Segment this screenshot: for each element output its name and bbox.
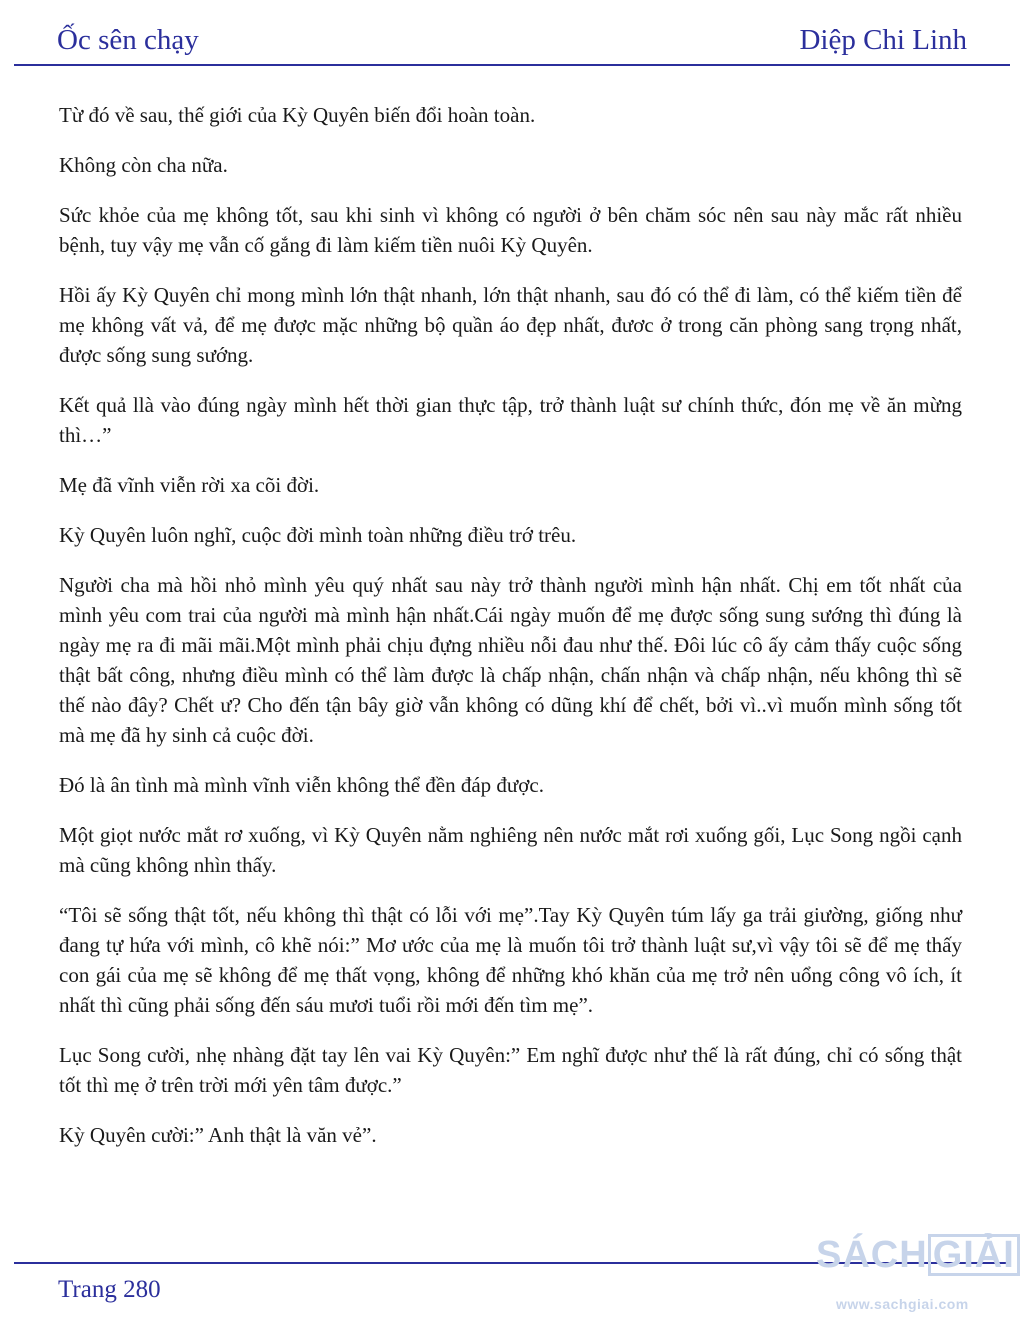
paragraph: Một giọt nước mắt rơ xuống, vì Kỳ Quyên nằm nghiêng nên nước mắt rơi xuống gối, Lục Song ngồi cạnh mà cũng không nhìn thấy. bbox=[59, 823, 962, 877]
paragraph: Hồi ấy Kỳ Quyên chỉ mong mình lớn thật nhanh, lớn thật nhanh, sau đó có thể đi làm, có thể kiếm tiền để mẹ không vất vả, để mẹ được mặc những bộ quần áo đẹp nhất, đươc ở trong căn phòng sang trọng nhất, được sống sung sướng. bbox=[59, 283, 962, 367]
page-body bbox=[59, 100, 962, 1170]
header-divider bbox=[14, 64, 1010, 66]
paragraph: Từ đó về sau, thế giới của Kỳ Quyên biến đổi hoàn toàn. bbox=[59, 103, 536, 127]
paragraph: Kỳ Quyên luôn nghĩ, cuộc đời mình toàn những điều trớ trêu. bbox=[59, 523, 577, 547]
paragraph: Mẹ đã vĩnh viễn rời xa cõi đời. bbox=[59, 473, 320, 497]
author-name: Diệp Chi Linh bbox=[799, 24, 967, 56]
paragraph: Lục Song cười, nhẹ nhàng đặt tay lên vai Kỳ Quyên:” Em nghĩ được như thế là rất đúng, chỉ có sống thật tốt thì mẹ ở trên trời mới yên tâm được.” bbox=[59, 1043, 962, 1097]
book-title: Ốc sên chạy bbox=[57, 24, 199, 56]
paragraph: Không còn cha nữa. bbox=[59, 153, 228, 177]
page-header bbox=[0, 0, 1024, 66]
paragraph: Đó là ân tình mà mình vĩnh viễn không thể đền đáp được. bbox=[59, 773, 544, 797]
page-number: Trang 280 bbox=[58, 1276, 161, 1303]
paragraph: “Tôi sẽ sống thật tốt, nếu không thì thật có lỗi với mẹ”.Tay Kỳ Quyên túm lấy ga trải giường, giống như đang tự hứa với mình, cô khẽ nói:” Mơ ước của mẹ là muốn tôi trở thành luật sư,vì vậy tôi sẽ để mẹ thấy con gái của mẹ sẽ không để mẹ thất vọng, không để những khó khăn của mẹ trở nên uổng công vô ích, ít nhất thì cũng phải sống đến sáu mươi tuổi rồi mới đến tìm mẹ”. bbox=[59, 903, 962, 1017]
paragraph: Sức khỏe của mẹ không tốt, sau khi sinh vì không có người ở bên chăm sóc nên sau này mắc rất nhiều bệnh, tuy vậy mẹ vẫn cố gắng đi làm kiếm tiền nuôi Kỳ Quyên. bbox=[59, 203, 962, 257]
paragraph: Người cha mà hồi nhỏ mình yêu quý nhất sau này trở thành người mình hận nhất. Chị em tốt nhất của mình yêu com trai của người mà mình hận nhất.Cái ngày muốn để mẹ được sống sung sướng thì đúng là ngày mẹ ra đi mãi mãi.Một mình phải chịu đựng nhiều nỗi đau như thế. Đôi lúc cô ấy cảm thấy cuộc sống thật bất công, nhưng điều mình có thể làm được là chấp nhận, chấn nhận và chấp nhận, nếu không thì sẽ thế nào đây? Chết ư? Cho đến tận bây giờ vẫn không có dũng khí để chết, bởi vì..vì muốn mình sống tốt mà mẹ đã hy sinh cả cuộc đời. bbox=[59, 573, 962, 747]
watermark-url: www.sachgiai.com bbox=[836, 1296, 969, 1312]
watermark-logo-text: SÁCH GIẢI bbox=[816, 1234, 1020, 1277]
watermark-logo bbox=[816, 1230, 1024, 1320]
paragraph: Kỳ Quyên cười:” Anh thật là văn vẻ”. bbox=[59, 1123, 377, 1147]
paragraph: Kết quả llà vào đúng ngày mình hết thời gian thực tập, trở thành luật sư chính thức, đón mẹ về ăn mừng thì…” bbox=[59, 393, 962, 447]
